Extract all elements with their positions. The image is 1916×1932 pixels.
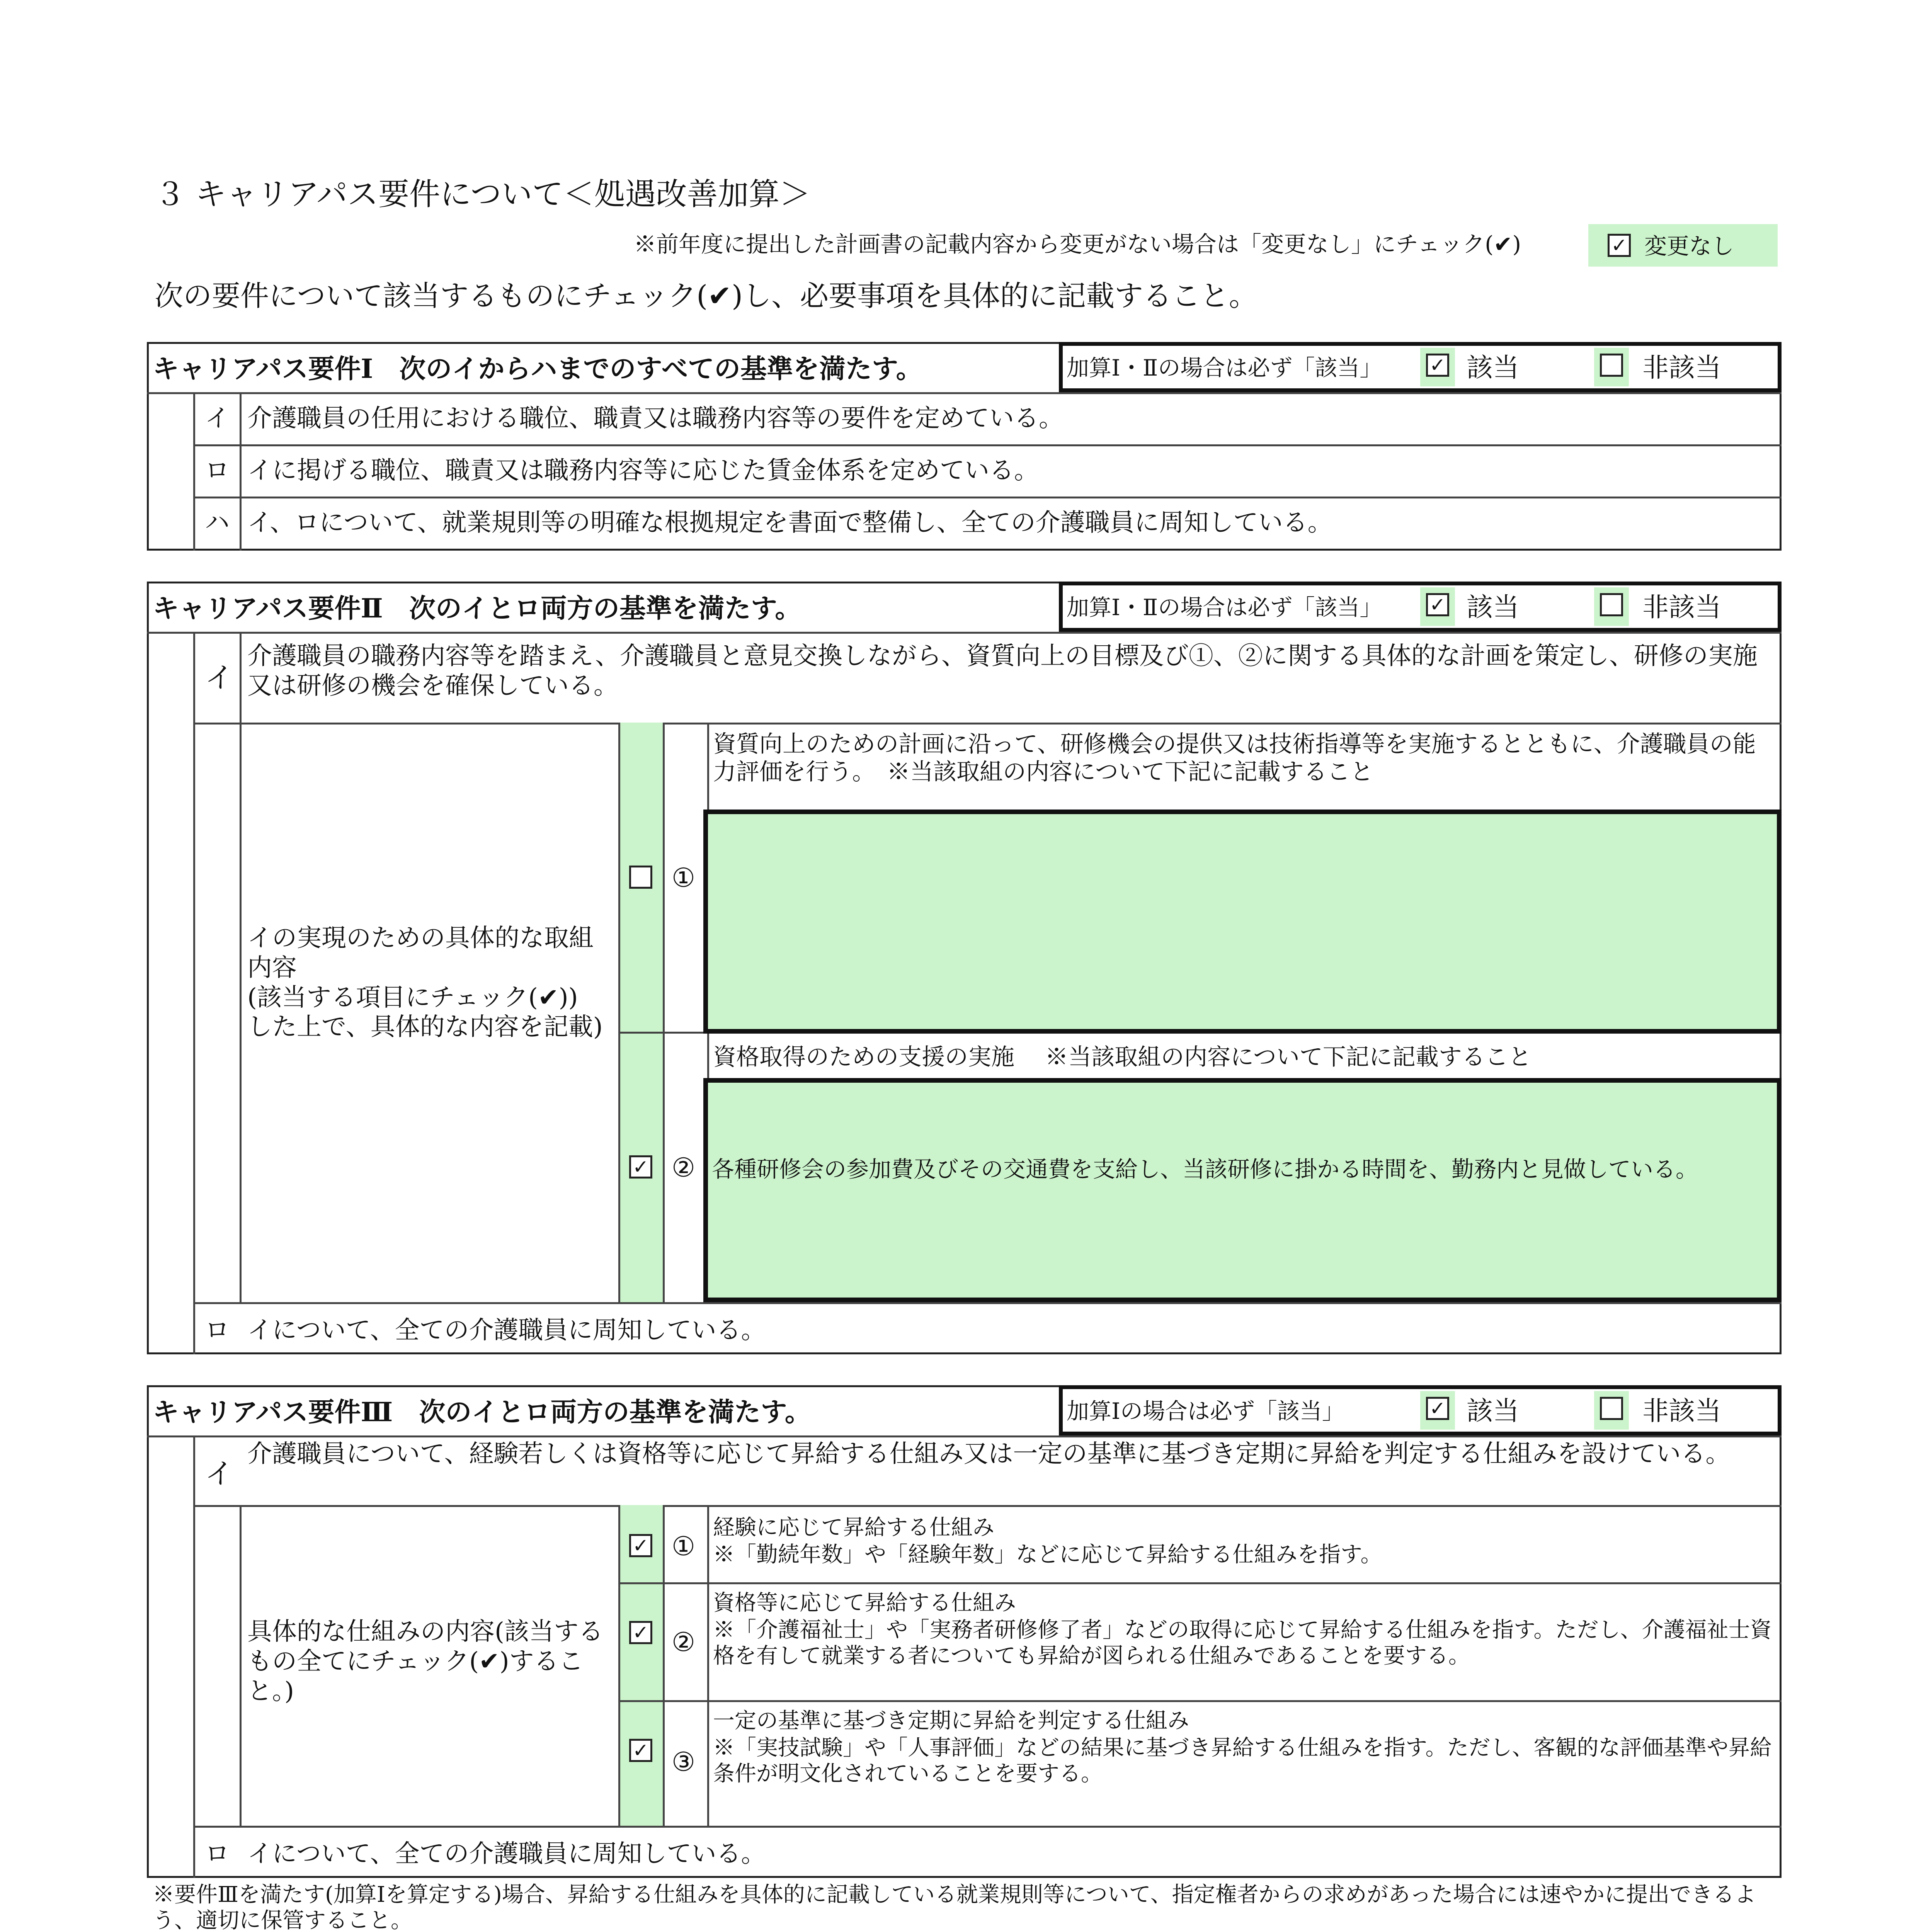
instruction-text: 次の要件について該当するものにチェック(✔)し、必要事項を具体的に記載すること。 (155, 279, 1258, 313)
req3-ro-mark: ロ (205, 1840, 230, 1868)
req3-not-applicable-checkbox[interactable] (1600, 1397, 1623, 1420)
req1-row-text: イ、ロについて、就業規則等の明確な根拠規定を書面で整備し、全ての介護職員に周知している。 (247, 509, 1332, 537)
req2-applicable-checkbox[interactable]: ✓ (1426, 593, 1449, 616)
req2-item1-checkbox[interactable] (629, 866, 652, 889)
section-title: ３ キャリアパス要件について＜処遇改善加算＞ (155, 176, 811, 212)
req1-must-note: 加算Ⅰ・Ⅱの場合は必ず「該当」 (1067, 355, 1382, 381)
req2-item2-content-field[interactable] (703, 1078, 1782, 1302)
req1-title: キャリアパス要件Ⅰ 次のイからハまでのすべての基準を満たす。 (153, 354, 922, 384)
req2-item1-number: ① (672, 863, 695, 893)
req1-row-mark: イ (205, 404, 230, 433)
req3-item1-title: 経験に応じて昇給する仕組み (713, 1515, 994, 1540)
req3-item2-title: 資格等に応じて昇給する仕組み (713, 1590, 1016, 1616)
req2-must-note: 加算Ⅰ・Ⅱの場合は必ず「該当」 (1067, 594, 1382, 621)
req2-item2-number: ② (672, 1153, 695, 1183)
req3-item3-checkbox[interactable]: ✓ (629, 1739, 652, 1762)
req2-item1-content-field[interactable] (703, 810, 1782, 1034)
req3-item2-checkbox[interactable]: ✓ (629, 1621, 652, 1644)
req3-not-applicable-label: 非該当 (1642, 1396, 1722, 1427)
req1-not-applicable-label: 非該当 (1642, 353, 1722, 383)
req1-not-applicable-checkbox[interactable] (1600, 354, 1623, 377)
req1-row-mark: ハ (205, 509, 230, 537)
req2-i-mark: イ (205, 661, 233, 694)
req1-row-text: 介護職員の任用における職位、職責又は職務内容等の要件を定めている。 (247, 404, 1063, 433)
req3-must-note: 加算Ⅰの場合は必ず「該当」 (1067, 1398, 1344, 1424)
req3-item1-number: ① (672, 1531, 695, 1562)
req3-detail-label: 具体的な仕組みの内容(該当するもの全てにチェック(✔)すること。) (247, 1617, 603, 1706)
req3-applicable-checkbox[interactable]: ✓ (1426, 1397, 1449, 1420)
req2-not-applicable-checkbox[interactable] (1600, 593, 1623, 616)
req1-applicable-checkbox[interactable]: ✓ (1426, 354, 1449, 377)
no-change-label: 変更なし (1644, 233, 1734, 259)
req2-item2-description: 資格取得のための支援の実施 ※当該取組の内容について下記に記載すること (713, 1044, 1531, 1071)
no-change-note: ※前年度に提出した計画書の記載内容から変更がない場合は「変更なし」にチェック(✔) (634, 231, 1521, 257)
req3-item2-note: ※「介護福祉士」や「実務者研修修了者」などの取得に応じて昇給する仕組みを指す。ただし、介護福祉士資格を有して就業する者についても昇給が図られる仕組みであることを要する。 (713, 1617, 1772, 1669)
req2-not-applicable-label: 非該当 (1642, 592, 1722, 623)
req1-applicable-label: 該当 (1467, 353, 1520, 383)
req3-i-mark: イ (205, 1457, 233, 1490)
req2-title: キャリアパス要件Ⅱ 次のイとロ両方の基準を満たす。 (153, 593, 801, 624)
req2-item1-description: 資質向上のための計画に沿って、研修機会の提供又は技術指導等を実施するとともに、介護職員の能力評価を行う。 ※当該取組の内容について下記に記載すること (713, 731, 1756, 786)
req3-applicable-label: 該当 (1467, 1396, 1520, 1427)
req2-ro-mark: ロ (205, 1316, 230, 1345)
req3-item2-number: ② (672, 1627, 695, 1658)
req2-ro-text: イについて、全ての介護職員に周知している。 (247, 1316, 766, 1345)
req1-row-text: イに掲げる職位、職責又は職務内容等に応じた賃金体系を定めている。 (247, 456, 1039, 485)
req2-i-text: 介護職員の職務内容等を踏まえ、介護職員と意見交換しながら、資質向上の目標及び①、②に関する具体的な計画を策定し、研修の実施又は研修の機会を確保している。 (247, 642, 1758, 700)
req3-item3-title: 一定の基準に基づき定期に昇給を判定する仕組み (713, 1708, 1189, 1733)
req2-item2-content-text: 各種研修会の参加費及びその交通費を支給し、当該研修に掛かる時間を、勤務内と見做している。 (712, 1156, 1698, 1182)
req2-detail-label: イの実現のための具体的な取組内容 (該当する項目にチェック(✔)) した上で、具体的な内容を記載) (247, 924, 603, 1042)
req1-row-mark: ロ (205, 456, 230, 485)
no-change-checkbox[interactable]: ✓ (1608, 234, 1631, 257)
footnote: ※要件Ⅲを満たす(加算Ⅰを算定する)場合、昇給する仕組みを具体的に記載している就業規則等について、指定権者からの求めがあった場合には速やかに提出できるよう、適切に保管すること。 (153, 1882, 1756, 1932)
req3-item1-note: ※「勤続年数」や「経験年数」などに応じて昇給する仕組みを指す。 (713, 1542, 1382, 1567)
req3-i-text: 介護職員について、経験若しくは資格等に応じて昇給する仕組み又は一定の基準に基づき定期に昇給を判定する仕組みを設けている。 (247, 1440, 1731, 1468)
req3-ro-text: イについて、全ての介護職員に周知している。 (247, 1840, 766, 1868)
req2-applicable-label: 該当 (1467, 592, 1520, 623)
req3-item3-note: ※「実技試験」や「人事評価」などの結果に基づき昇給する仕組みを指す。ただし、客観的な評価基準や昇給条件が明文化されていることを要する。 (713, 1735, 1772, 1787)
req2-item2-checkbox[interactable]: ✓ (629, 1155, 652, 1179)
req3-title: キャリアパス要件Ⅲ 次のイとロ両方の基準を満たす。 (153, 1397, 811, 1428)
req3-item3-number: ③ (672, 1747, 695, 1777)
req2-check-column (618, 723, 663, 1302)
req3-item1-checkbox[interactable]: ✓ (629, 1534, 652, 1557)
